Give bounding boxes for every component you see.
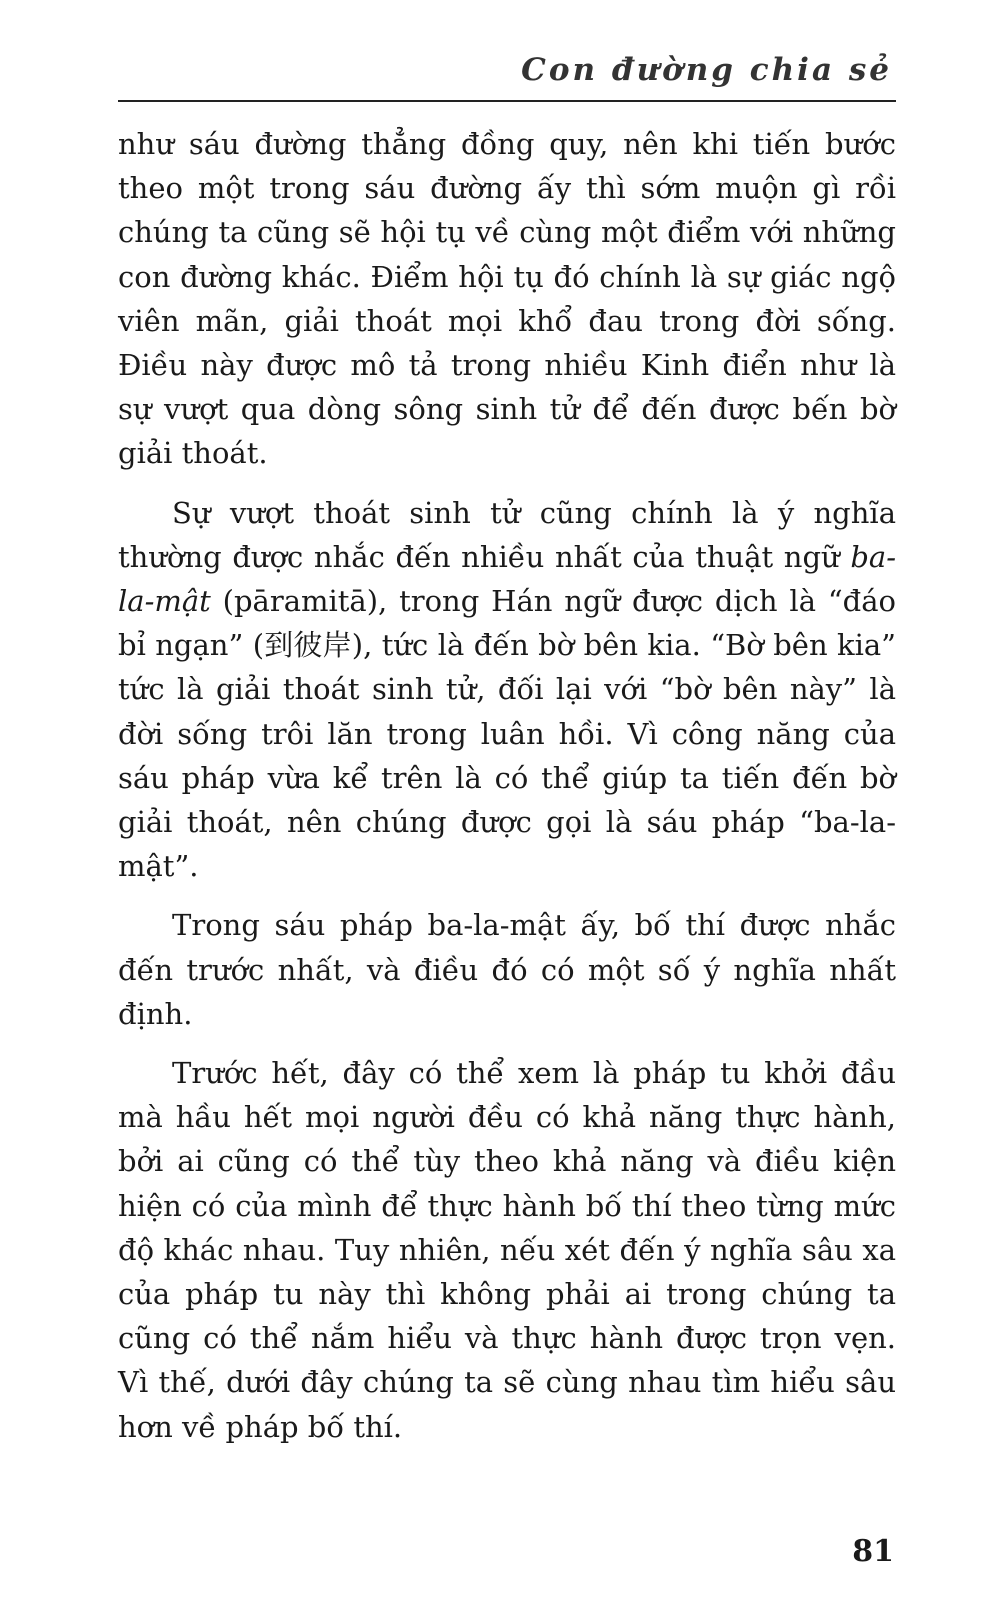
paragraph-paramita <box>118 491 896 889</box>
running-title: Con đường chia sẻ <box>521 52 892 88</box>
paragraph-bo-thi-first: Trong sáu pháp ba-la-mật ấy, bố thí được nhắc đến trước nhất, và điều đó có một số ý nghĩa nhất định. <box>118 908 896 1031</box>
page-number: 81 <box>852 1534 894 1569</box>
paragraph-paramita-text-after: (pāramitā), trong Hán ngữ được dịch là “đáo bỉ ngạn” (到彼岸), tức là đến bờ bên kia. “Bờ bên kia” tức là giải thoát sinh tử, đối lại với “bờ bên này” là đời sống trôi lăn trong luân hồi. Vì công năng của sáu pháp vừa kể trên là có thể giúp ta tiến đến bờ giải thoát, nên chúng được gọi là sáu pháp “ba-la-mật”. <box>118 584 896 884</box>
page-body <box>118 122 896 1449</box>
term-ba-la-mat: ba-la-mật <box>118 539 896 619</box>
paragraph-bo-thi-practice: Trước hết, đây có thể xem là pháp tu khởi đầu mà hầu hết mọi người đều có khả năng thực hành, bởi ai cũng có thể tùy theo khả năng và điều kiện hiện có của mình để thực hành bố thí theo từng mức độ khác nhau. Tuy nhiên, nếu xét đến ý nghĩa sâu xa của pháp tu này thì không phải ai trong chúng ta cũng có thể nắm hiểu và thực hành được trọn vẹn. Vì thế, dưới đây chúng ta sẽ cùng nhau tìm hiểu sâu hơn về pháp bố thí. <box>118 1056 896 1444</box>
paragraph-continuation: như sáu đường thẳng đồng quy, nên khi tiến bước theo một trong sáu đường ấy thì sớm muộn gì rồi chúng ta cũng sẽ hội tụ về cùng một điểm với những con đường khác. Điểm hội tụ đó chính là sự giác ngộ viên mãn, giải thoát mọi khổ đau trong đời sống. Điều này được mô tả trong nhiều Kinh điển như là sự vượt qua dòng sông sinh tử để đến được bến bờ giải thoát. <box>118 127 896 471</box>
paragraph-paramita-text-before: Sự vượt thoát sinh tử cũng chính là ý nghĩa thường được nhắc đến nhiều nhất của thuật ngữ <box>118 495 896 574</box>
running-header <box>118 52 896 102</box>
